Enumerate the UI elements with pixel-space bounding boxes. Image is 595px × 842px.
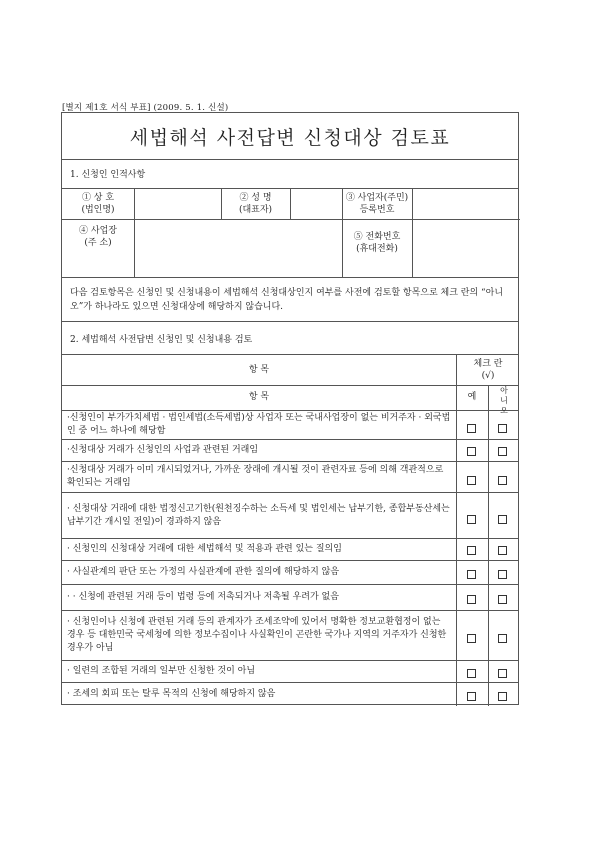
row-9-no-checkbox[interactable] <box>498 669 507 678</box>
row-10-no-checkbox[interactable] <box>498 692 507 701</box>
row-3-no-checkbox[interactable] <box>498 476 507 485</box>
row-8-yes-checkbox[interactable] <box>467 634 476 643</box>
check-column-header <box>456 358 520 382</box>
checklist-row-5 <box>62 539 518 561</box>
address-label-sub: (주 소) <box>84 238 112 248</box>
checklist-row-10 <box>62 683 518 706</box>
phone-label <box>342 231 412 255</box>
address-label-main: ④ 사업장 <box>79 226 117 236</box>
review-form <box>61 112 519 705</box>
check-mark-symbol: (√) <box>481 371 495 381</box>
registration-number-label-sub: 등록번호 <box>359 205 395 215</box>
check-column-title: 체크 란 <box>473 359 503 369</box>
page-title: 세법해석 사전답변 신청대상 검토표 <box>62 113 518 160</box>
row-4-no-checkbox[interactable] <box>498 515 507 524</box>
checklist-row-9 <box>62 661 518 683</box>
representative-label-sub: (대표자) <box>238 205 273 215</box>
row-7-text: · · 신청에 관련된 거래 등이 법령 등에 저촉되거나 저촉될 우려가 없음 <box>67 592 339 602</box>
row-5-yes-checkbox[interactable] <box>467 546 476 555</box>
row-2-yes-checkbox[interactable] <box>467 447 476 456</box>
checklist-row-8 <box>62 611 518 661</box>
row-9-yes-checkbox[interactable] <box>467 669 476 678</box>
row-6-yes-checkbox[interactable] <box>467 570 476 579</box>
item-column-subheader: 항 목 <box>248 392 270 402</box>
checklist-row-2 <box>62 440 518 462</box>
item-column-header: 항 목 <box>248 365 270 375</box>
registration-number-field[interactable] <box>413 189 520 219</box>
row-1-no-checkbox[interactable] <box>498 424 507 433</box>
row-10-yes-checkbox[interactable] <box>467 692 476 701</box>
checklist-row-4 <box>62 493 518 539</box>
address-field[interactable] <box>135 219 342 277</box>
row-3-text: ·신청대상 거래가 이미 개시되었거나, 가까운 장래에 개시될 것이 관련자료 등에 의해 객관적으로 확인되는 거래임 <box>67 465 444 488</box>
row-2-text: ·신청대상 거래가 신청인의 사업과 관련된 거래임 <box>67 445 259 455</box>
registration-number-label <box>342 192 412 216</box>
row-2-no-checkbox[interactable] <box>498 447 507 456</box>
row-6-no-checkbox[interactable] <box>498 570 507 579</box>
row-10-text: · 조세의 회피 또는 탈루 목적의 신청에 해당하지 않음 <box>67 689 276 699</box>
checklist-row-1 <box>62 410 518 440</box>
applicant-info-grid <box>62 189 518 278</box>
business-name-label-main: ① 상 호 <box>81 193 115 203</box>
phone-label-main: ⑤ 전화번호 <box>353 232 401 242</box>
form-note: [별지 제1호 서식 부표] (2009. 5. 1. 신설) <box>62 103 229 113</box>
no-column-header: 아니오 <box>500 386 508 415</box>
row-4-text: · 신청대상 거래에 대한 법정신고기한(원천징수하는 소득세 및 법인세는 납부기한, 종합부동산세는 납부기간 개시일 전일)이 경과하지 않음 <box>67 503 450 527</box>
business-name-label-sub: (법인명) <box>81 205 115 215</box>
row-1-yes-checkbox[interactable] <box>467 424 476 433</box>
yes-column-header: 예 <box>467 392 477 402</box>
phone-label-sub: (휴대전화) <box>356 244 398 254</box>
checklist-row-7 <box>62 585 518 611</box>
checklist-header <box>62 355 518 386</box>
row-6-text: · 사실관계의 판단 또는 가정의 사실관계에 관한 질의에 해당하지 않음 <box>67 567 340 577</box>
row-3-yes-checkbox[interactable] <box>467 476 476 485</box>
row-4-yes-checkbox[interactable] <box>467 515 476 524</box>
section-1-heading: 1. 신청인 인적사항 <box>62 159 518 189</box>
instructions-text: 다음 검토항목은 신청인 및 신청내용이 세법해석 신청대상인지 여부를 사전에 검토할 항목으로 체크 란의 “아니오”가 하나라도 있으면 신청대상에 해당하지 않습니다. <box>62 277 518 322</box>
registration-number-label-main: ③ 사업자(주민) <box>345 193 409 203</box>
checklist-row-6 <box>62 561 518 585</box>
representative-label-main: ② 성 명 <box>239 193 272 203</box>
business-name-label <box>62 192 134 216</box>
business-name-field[interactable] <box>135 189 221 219</box>
row-7-yes-checkbox[interactable] <box>467 595 476 604</box>
row-5-no-checkbox[interactable] <box>498 546 507 555</box>
section-2-heading: 2. 세법해석 사전답변 신청인 및 신청내용 검토 <box>62 322 518 355</box>
representative-label <box>221 192 290 216</box>
row-8-no-checkbox[interactable] <box>498 634 507 643</box>
row-5-text: · 신청인의 신청대상 거래에 대한 세법해석 및 적용과 관련 있는 질의임 <box>67 544 342 554</box>
checklist-row-3 <box>62 462 518 493</box>
row-7-no-checkbox[interactable] <box>498 595 507 604</box>
row-9-text: · 일련의 조합된 거래의 일부만 신청한 것이 아님 <box>67 666 256 676</box>
representative-field[interactable] <box>291 189 342 219</box>
row-8-text: · 신청인이나 신청에 관련된 거래 등의 관계자가 조세조약에 있어서 명확한 정보교환협정이 없는 경우 등 대한민국 국세청에 의한 정보수집이나 사실확인이 곤란한 국가나 지역의 거주자가 신청한 경우가 아님 <box>67 617 447 653</box>
phone-field[interactable] <box>413 219 520 277</box>
address-label <box>62 225 134 249</box>
checklist-subheader <box>62 385 518 415</box>
row-1-text: ·신청인이 부가가치세법 · 법인세법(소득세법)상 사업자 또는 국내사업장이 없는 비거주자 · 외국법인 중 어느 하나에 해당함 <box>67 412 451 436</box>
